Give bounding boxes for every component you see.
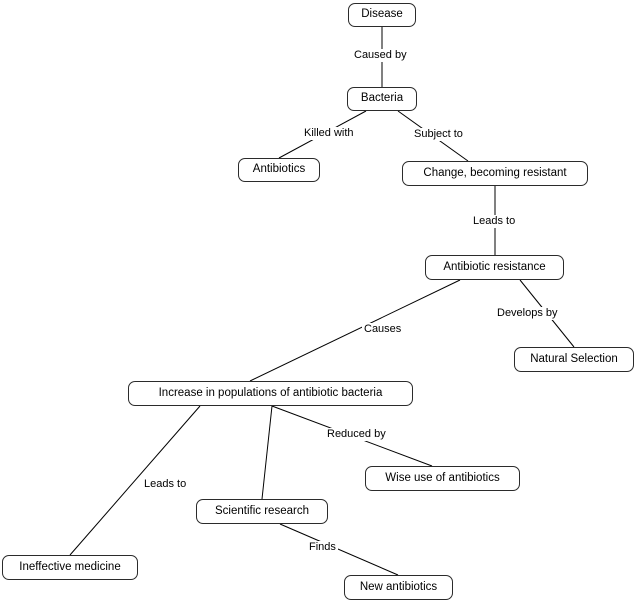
edge-causes bbox=[250, 280, 460, 381]
node-label: Antibiotic resistance bbox=[443, 260, 546, 273]
edge-label-subject-to: Subject to bbox=[414, 128, 463, 140]
node-scientific-research[interactable] bbox=[196, 499, 328, 524]
node-label: Natural Selection bbox=[530, 352, 618, 365]
node-ineffective-medicine[interactable] bbox=[2, 555, 138, 580]
edge-finds bbox=[280, 524, 398, 575]
node-change[interactable] bbox=[402, 161, 588, 186]
edge-label-causes: Causes bbox=[364, 323, 402, 335]
edge-label-develops-by: Develops by bbox=[497, 307, 558, 319]
node-label: New antibiotics bbox=[359, 580, 438, 593]
node-new-antibiotics[interactable] bbox=[344, 575, 453, 600]
edge-label-leads-to-ineffective: Leads to bbox=[144, 478, 187, 490]
node-label: Antibiotics bbox=[252, 163, 306, 176]
node-label: Increase in populations of antibiotic bacteria bbox=[158, 386, 383, 399]
edge-label-killed-with: Killed with bbox=[304, 127, 354, 139]
node-label: Scientific research bbox=[215, 504, 309, 517]
node-wise-use[interactable] bbox=[365, 466, 520, 491]
node-label: Disease bbox=[361, 8, 403, 21]
edge-label-caused-by: Caused by bbox=[354, 49, 407, 61]
edge-label-finds: Finds bbox=[309, 541, 336, 553]
node-bacteria[interactable] bbox=[347, 87, 417, 111]
node-label: Change, becoming resistant bbox=[423, 166, 567, 179]
node-label: Ineffective medicine bbox=[19, 560, 121, 573]
node-increase[interactable] bbox=[128, 381, 413, 406]
edge-label-leads-to-resistance: Leads to bbox=[473, 215, 516, 227]
edge-research-link bbox=[262, 406, 272, 499]
node-disease[interactable] bbox=[348, 3, 416, 27]
node-resistance[interactable] bbox=[425, 255, 564, 280]
node-antibiotics[interactable] bbox=[238, 158, 320, 182]
node-natural-selection[interactable] bbox=[514, 347, 634, 372]
edge-label-reduced-by: Reduced by bbox=[327, 428, 386, 440]
node-label: Bacteria bbox=[360, 92, 404, 105]
node-label: Wise use of antibiotics bbox=[385, 471, 500, 484]
